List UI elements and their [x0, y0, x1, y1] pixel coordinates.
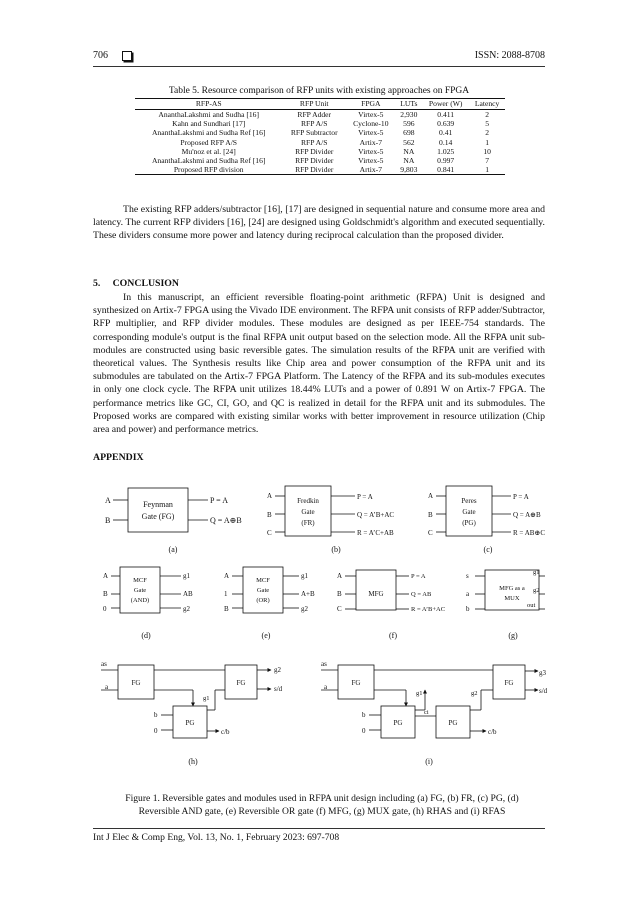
- fig-i-mid-1: g2: [471, 690, 478, 697]
- table-cell: RFP A/S: [300, 137, 328, 147]
- appendix-heading: APPENDIX: [93, 452, 144, 463]
- fig-h-label: (h): [188, 757, 198, 766]
- table-header-cell: Power (W): [422, 99, 469, 110]
- fig-d-in-1: B: [103, 590, 108, 598]
- fig-i-in-2: b: [362, 711, 366, 719]
- table-cell: 2: [485, 128, 490, 138]
- page-number: 706: [93, 50, 108, 61]
- fig-i-out-2: c/b: [488, 728, 497, 736]
- fig-h-out-2: c/b: [221, 728, 230, 736]
- table-cell: RFP Divider: [295, 156, 334, 166]
- fig-i-block-1: FG: [504, 679, 514, 687]
- fig-e-in-0: A: [224, 572, 230, 580]
- fig-i-block-3: PG: [448, 719, 458, 727]
- table-cell: 1: [469, 165, 505, 175]
- table-cell: 2: [485, 110, 490, 119]
- fig-c-gate-1: Gate: [462, 508, 476, 516]
- table-cell: 9,803: [396, 165, 423, 175]
- fig-b-gate-2: (FR): [301, 519, 315, 527]
- fig-e-in-2: B: [224, 605, 229, 613]
- fig-i-in-3: 0: [362, 727, 366, 735]
- table-cell: Virtex-5: [358, 146, 384, 156]
- table-cell: 698: [403, 128, 415, 138]
- fig-d-in-0: A: [103, 572, 109, 580]
- table-cell: 0.41: [439, 128, 453, 138]
- fig-c-out-0: P = A: [513, 493, 529, 501]
- table-cell: Virtex-5: [358, 156, 384, 166]
- fig-f-out-0: P = A: [411, 573, 426, 580]
- fig-b-out-0: P = A: [357, 493, 373, 501]
- fig-g-out-2: out: [527, 602, 536, 609]
- fig-h-in-1: a: [105, 683, 109, 691]
- table-row: [135, 110, 505, 120]
- table-row: [135, 147, 505, 156]
- table-cell: 2,930: [400, 110, 418, 119]
- fig-i-label: (i): [425, 757, 433, 766]
- fig-b-out-1: Q = A’B+AC: [357, 511, 395, 519]
- table-cell: Artix-7: [346, 165, 395, 175]
- fig-g-label: (g): [508, 631, 518, 640]
- fig-i-block-0: FG: [351, 679, 361, 687]
- table-header-cell: RFP-AS: [135, 99, 282, 110]
- table-cell: Proposed RFP A/S: [180, 137, 238, 147]
- table-header-cell: RFP Unit: [282, 99, 346, 110]
- fig-i-block-2: PG: [393, 719, 403, 727]
- table-cell: 0.841: [422, 165, 469, 175]
- fig-b-label: (b): [331, 545, 341, 554]
- fig-f-out-1: Q = AB: [411, 591, 432, 598]
- fig-f-in-0: A: [337, 572, 343, 580]
- discussion-paragraph: The existing RFP adders/subtractor [16], [17] are designed in sequential nature and consume more area and latency. The current RFP dividers [16], [24] are designed using Goldschmidt's algorithm and executed sequentially. These dividers consume more power and latency during reciprocal calculation than the proposed divider.: [93, 204, 545, 242]
- fig-i-in-1: a: [324, 683, 328, 691]
- table-cell: RFP A/S: [300, 119, 328, 129]
- fig-b-out-2: R = A’C+AB: [357, 529, 394, 537]
- fig-h-in-0: as: [101, 660, 107, 668]
- fig-i-in-0: as: [321, 660, 327, 668]
- fig-f-label: (f): [389, 631, 397, 640]
- table-cell: 10: [483, 146, 491, 156]
- fig-a-out-1: Q = A⊕B: [210, 516, 242, 525]
- issn: ISSN: 2088-8708: [474, 50, 545, 61]
- table-row: [135, 119, 505, 128]
- fig-i-mid-2: ci: [424, 709, 429, 716]
- table-cell: 1.025: [437, 146, 455, 156]
- fig-c-gate-0: Peres: [461, 497, 477, 505]
- fig-h-out-0: g2: [274, 666, 281, 674]
- fig-h-in-3: 0: [154, 727, 158, 735]
- table-cell: 0.639: [437, 119, 455, 129]
- table-cell: Kahn and Sundhari [17]: [172, 119, 246, 129]
- table-cell: 7: [485, 156, 490, 166]
- fig-f-out-2: R = A’B+AC: [411, 606, 446, 613]
- fig-a-gate-1: Gate (FG): [141, 512, 175, 521]
- fig-a-out-0: P = A: [210, 496, 228, 505]
- table-cell: RFP Adder: [297, 110, 332, 119]
- fig-d-gate-1: Gate: [133, 587, 147, 594]
- table-cell: AnanthaLakshmi and Sudha Ref [16]: [151, 128, 266, 138]
- conclusion-paragraph: In this manuscript, an efficient reversible floating-point arithmetic (RFPA) Unit is designed and synthesized on Artix-7 FPGA using the Vivado IDE environment. The RFPA unit consists of RFP adder/Subtractor, RFP multiplier, and RFP divider modules. These modules are designed as per IEEE-754 standards. The corresponding module's output is the final RFPA unit output based on the selection mode. All the RFPA unit sub-modules are constructed using basic reversible gates. The simulation results of the RFPA unit are verified with theoretical values. The Synthesis results like Chip area and power consumption of the RFPA unit and its submodules are tabulated on the Artix-7 FPGA Platform. The Latency of the RFPA and its sub-modules executes in only one clock cycle. The RFPA unit utilizes 18.44% LUTs and a power of 0.891 W on Artix-7 FPGA. The performance metrics like GC, CI, GO, and QC is realized in detail for the RFPA unit and its submodules. The Proposed works are compared with existing similar works with better improvement in resource utilization (Chip area and power) and performance metrics.: [93, 292, 545, 436]
- fig-a-label: (a): [168, 545, 178, 554]
- square-icon: [122, 51, 132, 61]
- conclusion-heading: 5. CONCLUSION: [93, 278, 180, 289]
- fig-i-out-0: g3: [539, 669, 546, 677]
- table-cell: 5: [485, 119, 490, 129]
- fig-e-gate-1: Gate: [256, 587, 270, 594]
- fig-c-in-1: B: [428, 511, 433, 519]
- table-cell: 0.411: [437, 110, 455, 119]
- table-cell: 596: [403, 119, 415, 129]
- fig-g-gate-1: MUX: [504, 595, 520, 602]
- table-cell: Mu'noz et al. [24]: [181, 146, 236, 156]
- fig-e-gate-0: MCF: [256, 577, 270, 584]
- fig-e-out-1: A+B: [301, 590, 315, 598]
- fig-b-gate-1: Gate: [301, 508, 315, 516]
- fig-d-gate-2: (AND): [130, 597, 150, 604]
- fig-f-in-1: B: [337, 590, 342, 598]
- fig-e-gate-2: (OR): [256, 597, 270, 604]
- table-cell: 0.997: [437, 156, 455, 166]
- fig-c-out-1: Q = A⊕B: [513, 511, 541, 519]
- table-cell: Proposed RFP division: [135, 165, 282, 175]
- fig-a-gate-0: Feynman: [143, 500, 173, 509]
- fig-g-in-0: s: [466, 572, 469, 580]
- fig-b-gate-0: Fredkin: [297, 497, 319, 505]
- fig-c-in-2: C: [428, 529, 433, 537]
- table-cell: Virtex-5: [358, 128, 384, 138]
- fig-b-in-2: C: [267, 529, 272, 537]
- header-rule: [93, 66, 545, 67]
- fig-e-out-0: g1: [301, 572, 308, 580]
- footer-rule: [93, 828, 545, 829]
- fig-c-in-0: A: [428, 492, 434, 500]
- fig-e-label: (e): [261, 631, 271, 640]
- fig-d-label: (d): [141, 631, 151, 640]
- fig-i-out-1: s/d: [539, 687, 548, 695]
- fig-h-in-2: b: [154, 711, 158, 719]
- table-cell: RFP Subtractor: [290, 128, 338, 138]
- fig-g-in-2: b: [466, 605, 470, 613]
- table-cell: AnanthaLakshmi and Sudha Ref [16]: [151, 156, 266, 166]
- fig-h-out-1: s/d: [274, 685, 283, 693]
- table-caption: Table 5. Resource comparison of RFP units with existing approaches on FPGA: [168, 86, 470, 96]
- table-header-cell: LUTs: [396, 99, 423, 110]
- table-cell: AnanthaLakshmi and Sudha [16]: [158, 110, 259, 119]
- page-footer: Int J Elec & Comp Eng, Vol. 13, No. 1, February 2023: 697-708: [93, 832, 340, 843]
- fig-g-gate-0: MFG as a: [499, 585, 525, 592]
- fig-h-block-1: FG: [236, 679, 246, 687]
- table-row: [135, 128, 505, 137]
- fig-h-block-0: FG: [131, 679, 141, 687]
- fig-h-mid-0: g1: [203, 695, 210, 702]
- table-cell: Virtex-5: [358, 110, 384, 119]
- fig-b-in-1: B: [267, 511, 272, 519]
- fig-d-in-2: 0: [103, 605, 107, 613]
- fig-a-in-1: B: [105, 516, 111, 525]
- fig-c-label: (c): [483, 545, 493, 554]
- fig-a-in-0: A: [105, 496, 111, 505]
- fig-c-gate-2: (PG): [462, 519, 476, 527]
- fig-i-mid-0: g1: [416, 690, 423, 697]
- table-cell: RFP Divider: [295, 146, 334, 156]
- table-cell: RFP Divider: [282, 165, 346, 175]
- fig-d-out-1: AB: [183, 590, 193, 598]
- fig-g-out-1: g2: [533, 587, 540, 594]
- figure-caption: Figure 1. Reversible gates and modules used in RFPA unit design including (a) FG, (b) FR, (c) PG, (d) Reversible AND gate, (e) Reversible OR gate (f) MFG, (g) MUX gate, (h) RHAS and (i) RFAS: [125, 793, 519, 818]
- table-row: [135, 165, 505, 175]
- table-cell: NA: [403, 156, 415, 166]
- table-header-cell: Latency: [469, 99, 505, 110]
- fig-h-block-2: PG: [185, 719, 195, 727]
- table-cell: Artix-7: [359, 137, 382, 147]
- fig-d-out-2: g2: [183, 605, 190, 613]
- table-header-cell: FPGA: [346, 99, 395, 110]
- fig-d-gate-0: MCF: [133, 577, 147, 584]
- fig-b-in-0: A: [267, 492, 273, 500]
- table-cell: NA: [403, 146, 415, 156]
- fig-e-out-2: g2: [301, 605, 308, 613]
- fig-f-gate-0: MFG: [368, 590, 384, 598]
- resource-table: [135, 98, 505, 175]
- table-row: [135, 156, 505, 165]
- fig-f-in-2: C: [337, 605, 342, 613]
- table-cell: 0.14: [439, 137, 453, 147]
- table-cell: 562: [403, 137, 415, 147]
- fig-d-out-0: g1: [183, 572, 190, 580]
- fig-g-out-0: g1: [533, 569, 540, 576]
- table-row: [135, 138, 505, 147]
- fig-c-out-2: R = AB⊕C: [513, 529, 545, 537]
- fig-e-in-1: 1: [224, 590, 228, 598]
- table-cell: 1: [485, 137, 490, 147]
- table-cell: Cyclone-10: [353, 119, 389, 129]
- reversible-gates-figure: [93, 478, 548, 783]
- fig-g-in-1: a: [466, 590, 470, 598]
